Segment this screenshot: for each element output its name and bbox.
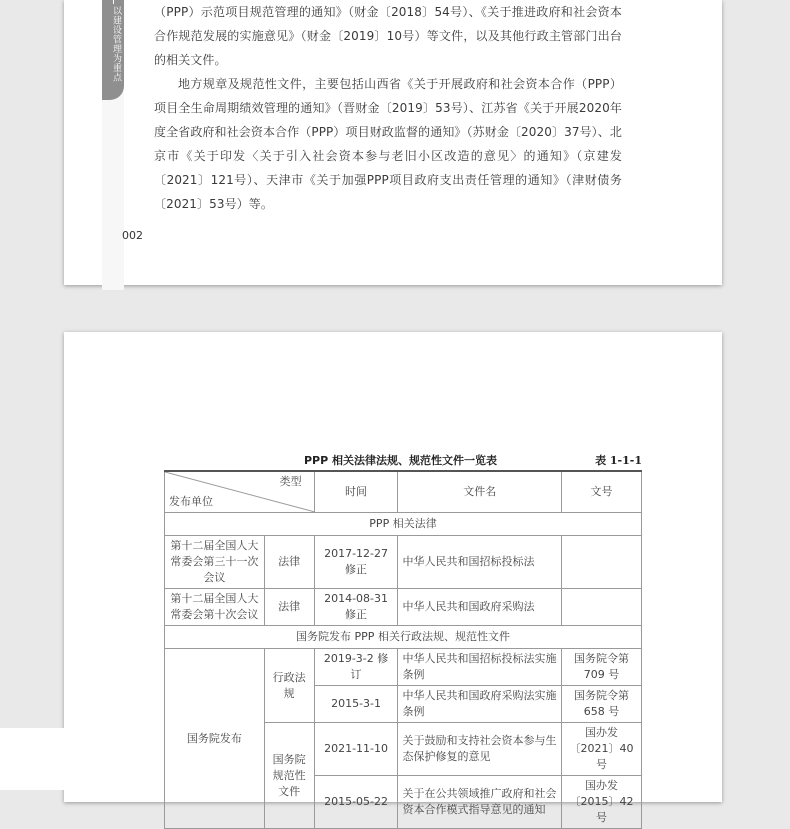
filename-cell: 中华人民共和国招标投标法实施条例: [398, 649, 562, 686]
section-laws: PPP 相关法律: [165, 513, 642, 536]
table-row: [165, 589, 642, 626]
issuer-cell: 第十二届全国人大常委会第十次会议: [165, 589, 265, 626]
book-page-bottom: [64, 332, 722, 824]
docno-cell: 国务院令第 709 号: [562, 649, 642, 686]
page-number: 002: [122, 229, 143, 242]
time-cell: 2015-3-1: [314, 686, 398, 723]
table-row: [165, 649, 642, 686]
book-page-top: [64, 0, 722, 285]
header-time: 时间: [314, 471, 398, 513]
table-row: [165, 536, 642, 589]
time-cell: 2017-12-27 修正: [314, 536, 398, 589]
time-cell: 2015-05-22: [314, 776, 398, 829]
filename-cell: 中华人民共和国政府采购法: [398, 589, 562, 626]
section-state-council: 国务院发布 PPP 相关行政法规、规范性文件: [165, 626, 642, 649]
running-header: 以建设管理为重点: [111, 6, 121, 82]
type-cell: 法律: [264, 589, 314, 626]
docno-cell: 国务院令第 658 号: [562, 686, 642, 723]
time-cell: 2019-3-2 修订: [314, 649, 398, 686]
section-row: [165, 626, 642, 649]
table-title: PPP 相关法律法规、规范性文件一览表: [304, 454, 498, 467]
side-tab-divider: [113, 0, 114, 4]
filename-cell: 关于鼓励和支持社会资本参与生态保护修复的意见: [398, 723, 562, 776]
filename-cell: 中华人民共和国政府采购法实施条例: [398, 686, 562, 723]
ppp-law-table: [164, 470, 642, 829]
header-docno: 文号: [562, 471, 642, 513]
table-header-row: [165, 471, 642, 513]
header-filename: 文件名: [398, 471, 562, 513]
type-cell: 法律: [264, 536, 314, 589]
table-caption: [164, 450, 642, 470]
filename-cell: 关于在公共领域推广政府和社会资本合作模式指导意见的通知: [398, 776, 562, 829]
header-issuer: 发布单位: [169, 495, 213, 508]
docno-cell: [562, 589, 642, 626]
time-cell: 2021-11-10: [314, 723, 398, 776]
header-type: 类型: [279, 475, 302, 488]
filename-cell: 中华人民共和国招标投标法: [398, 536, 562, 589]
issuer-cell: 国务院发布: [165, 649, 265, 829]
time-cell: 2014-08-31 修正: [314, 589, 398, 626]
docno-cell: [562, 536, 642, 589]
body-paragraph: 地方规章及规范性文件，主要包括山西省《关于开展政府和社会资本合作（PPP）项目全生命周期绩效管理的通知》（晋财金〔2019〕53号）、江苏省《关于开展2020年度全省政府和社会资本合作（PPP）项目财政监督的通知》（苏财金〔2020〕37号）、北京市《关于印发〈关于引入社会资本参与老旧小区改造的意见〉的通知》（京建发〔2021〕121号）、天津市《关于加强PPP项目政府支出责任管理的通知》（津财债务〔2021〕53号）等。: [154, 77, 622, 211]
header-diagonal-cell: [165, 471, 315, 513]
type-cell: 行政法规: [264, 649, 314, 723]
docno-cell: 国办发〔2021〕40号: [562, 723, 642, 776]
table-number: 表 1-1-1: [595, 454, 642, 467]
issuer-cell: 第十二届全国人大常委会第三十一次会议: [165, 536, 265, 589]
section-row: [165, 513, 642, 536]
docno-cell: 国办发〔2015〕42号: [562, 776, 642, 829]
page-corner-fold: [0, 728, 64, 790]
type-cell: 国务院规范性文件: [264, 723, 314, 829]
body-paragraph: （PPP）示范项目规范管理的通知》（财金〔2018〕54号）、《关于推进政府和社会资本合作规范发展的实施意见》（财金〔2019〕10号）等文件，以及其他行政主管部门出台的相关文件。: [154, 5, 622, 67]
